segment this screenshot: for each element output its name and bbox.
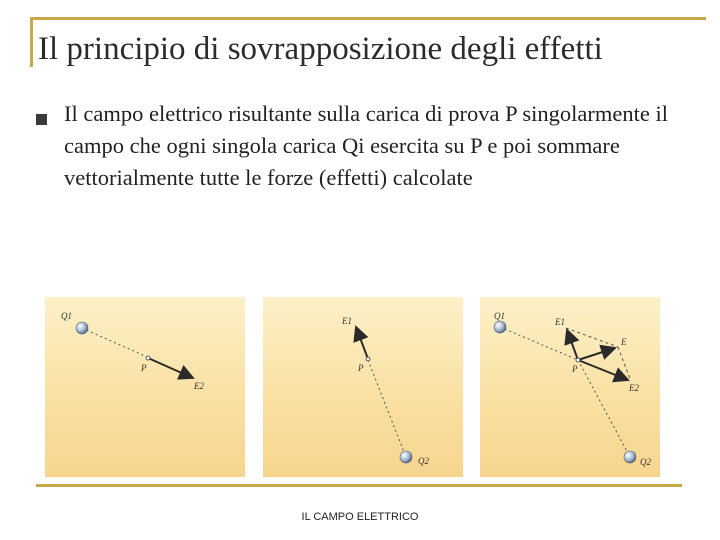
figure-panel-3 xyxy=(480,297,660,477)
label-e: E xyxy=(621,337,627,347)
test-charge-p-dot xyxy=(576,358,580,362)
label-q1: Q1 xyxy=(61,311,72,321)
frame-left-rule xyxy=(30,17,33,67)
charge-q2-ball xyxy=(624,451,636,463)
charge-q1-ball xyxy=(76,322,88,334)
label-q1: Q1 xyxy=(494,311,505,321)
slide-title: Il principio di sovrapposizione degli effetti xyxy=(38,31,603,67)
label-e1: E1 xyxy=(342,316,352,326)
label-e2: E2 xyxy=(629,383,639,393)
test-charge-p-dot xyxy=(366,357,370,361)
bullet-square-icon xyxy=(36,114,47,125)
figure-panel-1 xyxy=(45,297,245,477)
frame-bottom-rule xyxy=(36,484,682,487)
charge-q1-ball xyxy=(494,321,506,333)
test-charge-p-dot xyxy=(146,356,150,360)
frame-top-rule xyxy=(30,17,706,20)
bullet-text: Il campo elettrico risultante sulla carica di prova P singolarmente il campo che ogni singola carica Qi esercita su P e poi sommare vettorialmente tutte le forze (effetti) calcolate xyxy=(64,101,668,190)
label-q2: Q2 xyxy=(418,456,429,466)
figure-2-diagram xyxy=(263,297,463,477)
label-q2: Q2 xyxy=(640,457,651,467)
label-p: P xyxy=(572,364,578,374)
slide-footer: IL CAMPO ELETTRICO xyxy=(301,511,419,523)
figure-3-diagram xyxy=(480,297,660,477)
label-e2: E2 xyxy=(194,381,204,391)
label-e1: E1 xyxy=(555,317,565,327)
label-p: P xyxy=(141,363,147,373)
charge-q2-ball xyxy=(400,451,412,463)
figure-1-diagram xyxy=(45,297,245,477)
label-p: P xyxy=(358,363,364,373)
figure-panel-2 xyxy=(263,297,463,477)
